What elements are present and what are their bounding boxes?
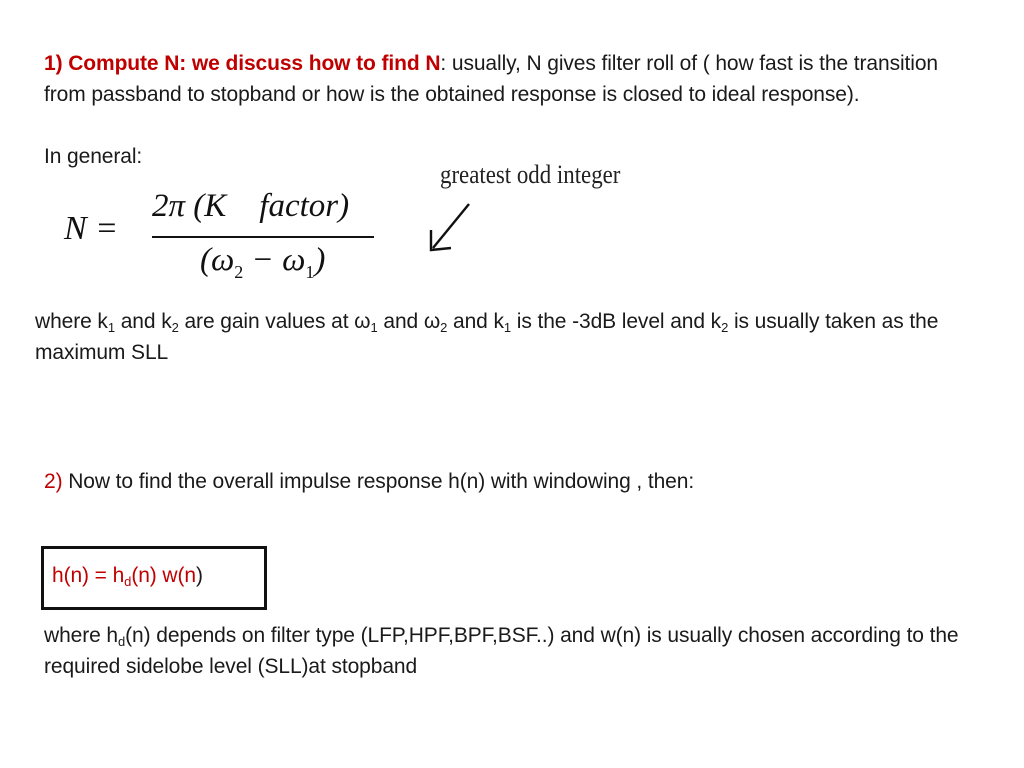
gain-definition-paragraph: where $k_1$ and $k_2$ are gain values at $\omega_1$ and $\omega_2$ and $k_1$ is the -3dB level and $k_2$ is usually taken as the maximum SLL (35, 310, 939, 364)
section-2-number: 2) (44, 470, 63, 493)
impulse-response-formula: $h(n) = h_d(n)$ w(n) (52, 564, 203, 589)
fraction-bar (152, 236, 374, 238)
formula-denominator: $(\omega_2 - \omega_1)$ (200, 242, 326, 282)
filter-order-formula (60, 188, 390, 292)
arrow-icon (425, 200, 475, 254)
section-2-paragraph (44, 466, 764, 497)
impulse-response-box (41, 546, 267, 610)
section-1-body: : usually, N gives filter roll of ( how fast is the transition from passband to stopband or how is the obtained response is closed to ideal response). (44, 52, 938, 106)
in-general-label: In general: (44, 145, 143, 168)
section-2-body: Now to find the overall impulse response h(n) with windowing , then: (62, 470, 695, 493)
greatest-odd-integer-annotation: greatest odd integer (440, 160, 621, 189)
formula-numerator: 2π (K factor) (152, 188, 350, 224)
section-1-paragraph (44, 48, 984, 110)
closing-paragraph: where $h_d(n)$ depends on filter type (LFP,HPF,BPF,BSF..) and w(n) is usually chosen according to the required sidelobe level (SLL)at stopband (44, 624, 959, 678)
section-1-heading: 1) Compute N: we discuss how to find N (44, 52, 441, 75)
formula-lhs: N = (64, 210, 119, 247)
